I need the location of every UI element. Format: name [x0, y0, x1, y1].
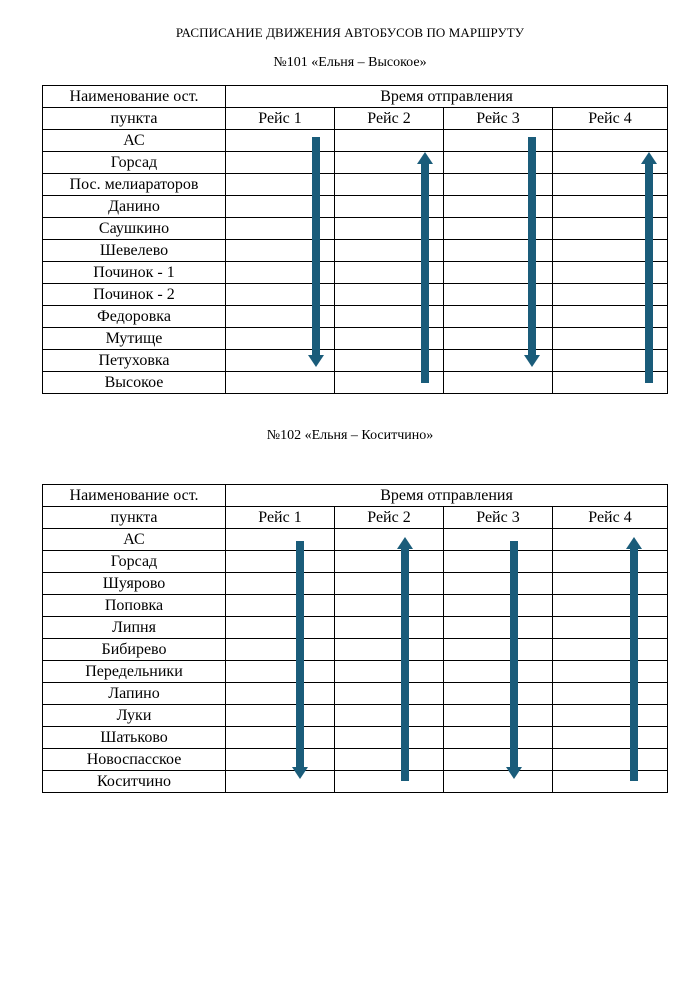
departure-time-cell: [553, 174, 668, 196]
table-row: [43, 130, 668, 152]
departure-time-cell: [444, 262, 553, 284]
table-row: [43, 529, 668, 551]
stop-name-cell: Поповка: [43, 595, 226, 617]
departure-time-cell: [553, 372, 668, 394]
departure-time-cell: [335, 152, 444, 174]
table-row: [43, 240, 668, 262]
departure-time-cell: [553, 639, 668, 661]
departure-time-cell: [553, 306, 668, 328]
stop-name-cell: Шуярово: [43, 573, 226, 595]
route-101-schedule-table: [42, 85, 668, 394]
departure-time-cell: [335, 262, 444, 284]
departure-time-cell: [444, 218, 553, 240]
departure-time-cell: [226, 551, 335, 573]
departure-time-cell: [553, 262, 668, 284]
departure-time-cell: [444, 573, 553, 595]
departure-time-cell: [553, 749, 668, 771]
table-row: [43, 771, 668, 793]
departure-time-cell: [444, 749, 553, 771]
departure-time-cell: [226, 727, 335, 749]
departure-time-cell: [226, 328, 335, 350]
departure-time-cell: [226, 350, 335, 372]
route-102-title: №102 «Ельня – Коситчино»: [266, 428, 434, 443]
departure-time-cell: [335, 218, 444, 240]
departure-time-cell: [226, 683, 335, 705]
departure-time-cell: [335, 727, 444, 749]
stop-name-cell: Шевелево: [43, 240, 226, 262]
route-101-title: №101 «Ельня – Высокое»: [273, 55, 427, 70]
stop-name-cell: Лапино: [43, 683, 226, 705]
departure-time-cell: [335, 595, 444, 617]
table-row: [43, 727, 668, 749]
departure-time-cell: [553, 705, 668, 727]
departure-time-cell: [553, 350, 668, 372]
departure-time-cell: [226, 705, 335, 727]
departure-time-cell: [553, 617, 668, 639]
stop-name-cell: Горсад: [43, 551, 226, 573]
trip-2-header: Рейс 2: [335, 507, 444, 529]
departure-time-cell: [553, 284, 668, 306]
departure-time-cell: [444, 683, 553, 705]
departure-time-cell: [226, 130, 335, 152]
table-row: [43, 196, 668, 218]
trip-2-header: Рейс 2: [335, 108, 444, 130]
departure-time-cell: [226, 661, 335, 683]
table-row: [43, 749, 668, 771]
departure-time-cell: [444, 196, 553, 218]
table-row: [43, 306, 668, 328]
departure-time-cell: [226, 617, 335, 639]
departure-time-cell: [444, 771, 553, 793]
departure-time-cell: [553, 196, 668, 218]
stop-name-cell: Петуховка: [43, 350, 226, 372]
route-102-schedule-table: [42, 484, 668, 793]
table-row: [43, 661, 668, 683]
stop-name-cell: Шатьково: [43, 727, 226, 749]
departure-time-cell: [553, 551, 668, 573]
table-header-row: [43, 485, 668, 507]
document-title: РАСПИСАНИЕ ДВИЖЕНИЯ АВТОБУСОВ ПО МАРШРУТУ: [175, 25, 525, 40]
table-header-row: [43, 86, 668, 108]
departure-time-cell: [553, 152, 668, 174]
stop-name-cell: Данино: [43, 196, 226, 218]
stop-name-cell: Новоспасское: [43, 749, 226, 771]
departure-time-cell: [553, 661, 668, 683]
stop-name-cell: Пос. мелиараторов: [43, 174, 226, 196]
departure-time-cell: [444, 372, 553, 394]
departure-time-cell: [335, 771, 444, 793]
stop-name-cell: Бибирево: [43, 639, 226, 661]
table-row: [43, 683, 668, 705]
departure-time-cell: [335, 529, 444, 551]
departure-time-cell: [335, 240, 444, 262]
departure-time-cell: [444, 595, 553, 617]
departure-time-cell: [553, 240, 668, 262]
trip-3-header: Рейс 3: [444, 108, 553, 130]
table-row: [43, 705, 668, 727]
table-row: [43, 551, 668, 573]
departure-time-cell: [226, 262, 335, 284]
stop-name-cell: Саушкино: [43, 218, 226, 240]
departure-time-cell: [335, 617, 444, 639]
departure-time-cell: [335, 551, 444, 573]
departure-time-cell: [226, 152, 335, 174]
departure-time-cell: [444, 350, 553, 372]
table-row: [43, 595, 668, 617]
table-row: [43, 218, 668, 240]
trip-4-header: Рейс 4: [553, 108, 668, 130]
trip-1-header: Рейс 1: [226, 108, 335, 130]
departure-time-cell: [226, 771, 335, 793]
departure-time-cell: [553, 727, 668, 749]
table-header-row: [43, 507, 668, 529]
departure-time-cell: [444, 306, 553, 328]
table-row: [43, 350, 668, 372]
departure-time-cell: [335, 130, 444, 152]
table-row: [43, 284, 668, 306]
departure-time-cell: [335, 661, 444, 683]
departure-time-cell: [335, 306, 444, 328]
table-row: [43, 639, 668, 661]
table-row: [43, 262, 668, 284]
departure-time-cell: [553, 130, 668, 152]
stop-name-cell: Починок - 1: [43, 262, 226, 284]
stop-name-cell: Мутище: [43, 328, 226, 350]
stop-column-header-line2: пункта: [43, 108, 226, 130]
departure-time-cell: [444, 727, 553, 749]
stop-column-header-line1: Наименование ост.: [43, 86, 226, 108]
departure-time-cell: [226, 595, 335, 617]
departure-time-cell: [553, 218, 668, 240]
departure-time-cell: [444, 529, 553, 551]
departure-time-cell: [226, 749, 335, 771]
stop-name-cell: Передельники: [43, 661, 226, 683]
departure-time-cell: [335, 350, 444, 372]
departure-time-cell: [553, 595, 668, 617]
departure-time-cell: [335, 372, 444, 394]
stop-name-cell: АС: [43, 529, 226, 551]
departure-time-cell: [335, 749, 444, 771]
departure-time-header: Время отправления: [226, 86, 668, 108]
departure-time-cell: [226, 218, 335, 240]
departure-time-cell: [444, 328, 553, 350]
table-header-row: [43, 108, 668, 130]
departure-time-cell: [226, 639, 335, 661]
trip-1-header: Рейс 1: [226, 507, 335, 529]
trip-3-header: Рейс 3: [444, 507, 553, 529]
table-row: [43, 573, 668, 595]
departure-time-cell: [226, 372, 335, 394]
departure-time-cell: [444, 174, 553, 196]
departure-time-cell: [226, 573, 335, 595]
departure-time-cell: [226, 174, 335, 196]
stop-column-header-line2: пункта: [43, 507, 226, 529]
departure-time-cell: [444, 551, 553, 573]
table-row: [43, 372, 668, 394]
stop-name-cell: Луки: [43, 705, 226, 727]
departure-time-cell: [226, 306, 335, 328]
departure-time-cell: [553, 573, 668, 595]
departure-time-cell: [444, 639, 553, 661]
departure-time-cell: [553, 771, 668, 793]
departure-time-cell: [553, 683, 668, 705]
table-row: [43, 152, 668, 174]
stop-name-cell: Починок - 2: [43, 284, 226, 306]
departure-time-cell: [444, 617, 553, 639]
departure-time-cell: [335, 705, 444, 727]
departure-time-cell: [335, 196, 444, 218]
departure-time-cell: [553, 328, 668, 350]
departure-time-cell: [553, 529, 668, 551]
departure-time-cell: [444, 661, 553, 683]
trip-4-header: Рейс 4: [553, 507, 668, 529]
departure-time-cell: [226, 529, 335, 551]
stop-name-cell: Коситчино: [43, 771, 226, 793]
departure-time-cell: [226, 196, 335, 218]
departure-time-cell: [335, 284, 444, 306]
departure-time-cell: [335, 328, 444, 350]
stop-name-cell: Горсад: [43, 152, 226, 174]
departure-time-cell: [335, 683, 444, 705]
departure-time-cell: [444, 130, 553, 152]
departure-time-cell: [444, 284, 553, 306]
table-row: [43, 328, 668, 350]
stop-name-cell: Липня: [43, 617, 226, 639]
departure-time-cell: [226, 240, 335, 262]
stop-name-cell: АС: [43, 130, 226, 152]
table-row: [43, 617, 668, 639]
departure-time-header: Время отправления: [226, 485, 668, 507]
departure-time-cell: [335, 573, 444, 595]
departure-time-cell: [444, 240, 553, 262]
table-row: [43, 174, 668, 196]
stop-name-cell: Федоровка: [43, 306, 226, 328]
departure-time-cell: [335, 174, 444, 196]
departure-time-cell: [226, 284, 335, 306]
stop-column-header-line1: Наименование ост.: [43, 485, 226, 507]
departure-time-cell: [444, 152, 553, 174]
departure-time-cell: [444, 705, 553, 727]
departure-time-cell: [335, 639, 444, 661]
stop-name-cell: Высокое: [43, 372, 226, 394]
